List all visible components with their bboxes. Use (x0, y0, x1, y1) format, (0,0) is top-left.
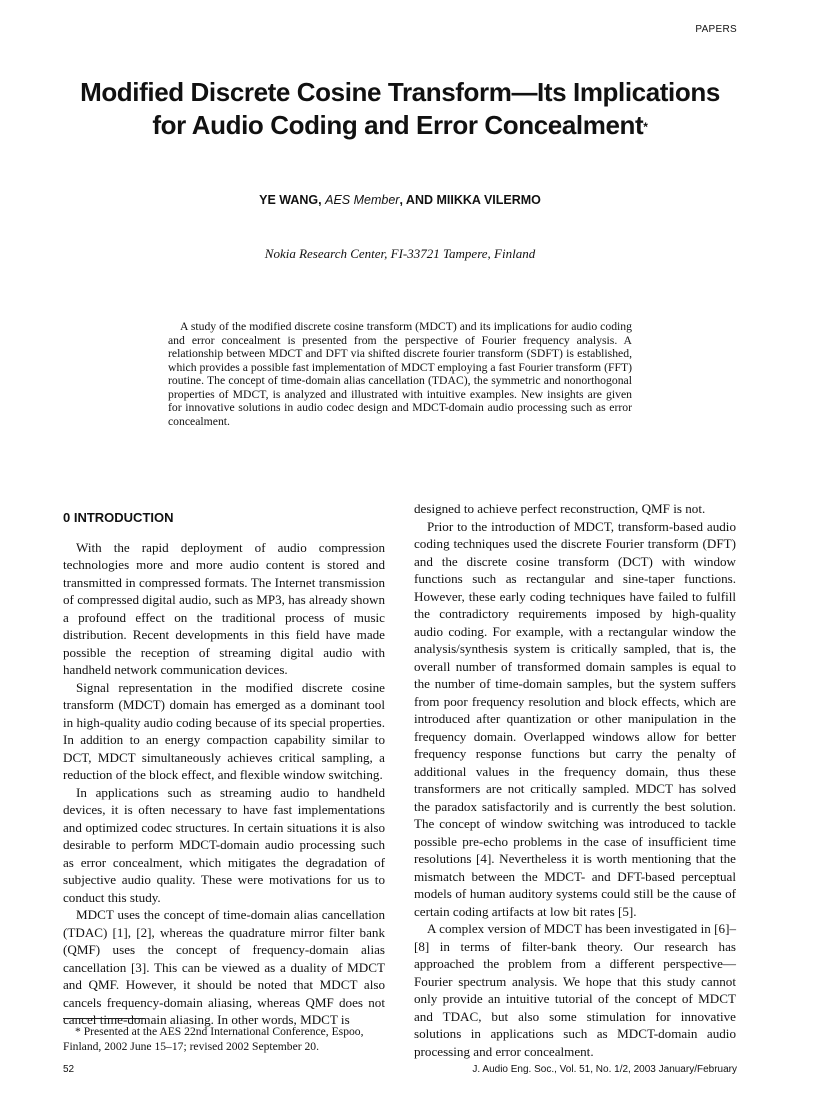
body-column-right (414, 500, 736, 1060)
body-paragraph: Signal representation in the modified discrete cosine transform (MDCT) domain has emerged as a dominant tool in high-quality audio coding because of its special properties. In addition to an energy compaction capability similar to DCT, MDCT simultaneously achieves critical sampling, a reduction of the block effect, and flexible window switching. (63, 679, 385, 782)
body-paragraph: With the rapid deployment of audio compression technologies more and more audio content is stored and transmitted in compressed formats. The Internet transmission of compressed digital audio, such as MP3, has already shown a profound effect on the traditional process of music distribution. Recent developments in this field have made possible the reception of streaming digital audio with handheld network communication devices. (63, 539, 385, 677)
section-heading: 0 INTRODUCTION (63, 510, 174, 525)
title-footnote-mark: * (643, 120, 648, 134)
body-paragraph: In applications such as streaming audio to handheld devices, it is often necessary to have fast implementations and optimized codec structures. In certain situations it is also desirable to perform MDCT-domain audio processing such as error concealment, which mitigates the degradation of subjective audio quality. These were motivations for us to conduct this study. (63, 784, 385, 905)
body-column-left (63, 500, 385, 1029)
journal-citation: J. Audio Eng. Soc., Vol. 51, No. 1/2, 2003 January/February (472, 1064, 737, 1075)
footnote: * Presented at the AES 22nd International Conference, Espoo, Finland, 2002 June 15–17; revised 2002 September 20. (63, 1025, 364, 1053)
title-line-1: Modified Discrete Cosine Transform—Its Implications (80, 77, 720, 107)
footnote-divider (63, 1018, 145, 1019)
author-list (40, 193, 760, 207)
abstract: A study of the modified discrete cosine transform (MDCT) and its implications for audio coding and error concealment is presented from the perspective of Fourier frequency analysis. A relationship between MDCT and DFT via shifted discrete fourier transform (SDFT) is established, which provides a possible fast implementation of MDCT employing a fast Fourier transform (FFT) routine. The concept of time-domain alias cancellation (TDAC), the symmetric and nonorthogonal properties of MDCT, is analyzed and illustrated with intuitive examples. New insights are given for innovative solutions in audio codec design and MDCT-domain audio processing such as error concealment. (168, 320, 632, 428)
body-paragraph: designed to achieve perfect reconstruction, QMF is not. (414, 501, 706, 516)
author-name-rest: , AND MIIKKA VILERMO (399, 193, 541, 207)
body-paragraph: Prior to the introduction of MDCT, transform-based audio coding techniques used the discrete Fourier transform (DFT) and the discrete cosine transform (DCT) with window functions such as rectangular and sine-taper functions. However, these early coding techniques have failed to fulfill the contradictory requirements imposed by high-quality audio coding. For example, with a rectangular window the analysis/synthesis system is critically sampled, that is, the overall number of transformed domain samples is equal to the number of time-domain samples, but the system suffers from poor frequency resolution and block effects, which are introduced after quantization or other manipulation in the frequency domain. Overlapped windows allow for better frequency response functions but carry the penalty of additional values in the frequency domain, thus these transformers are not critically sampled. MDCT has solved the paradox satisfactorily and is currently the best solution. The concept of window switching was introduced to tackle possible pre-echo problems in the case of insufficient time resolutions [4]. Nevertheless it is worth mentioning that the mismatch between the MDCT- and DFT-based perceptual models of human auditory systems could still be the cause of certain coding artifacts at low bit rates [5]. (414, 518, 736, 919)
author-name: YE WANG, (259, 193, 322, 207)
page-number: 52 (63, 1064, 75, 1075)
affiliation: Nokia Research Center, FI-33721 Tampere, Finland (264, 246, 536, 261)
author-membership: AES Member (325, 193, 400, 207)
section-label: PAPERS (695, 24, 737, 35)
title-line-2: for Audio Coding and Error Concealment (152, 110, 644, 140)
body-paragraph: MDCT uses the concept of time-domain alias cancellation (TDAC) [1], [2], whereas the quadrature mirror filter bank (QMF) uses the concept of frequency-domain alias cancellation [3]. This can be viewed as a duality of MDCT and QMF. However, it should be noted that MDCT also cancels frequency-domain aliasing, whereas QMF does not cancel time-domain aliasing. In other words, MDCT is (63, 907, 385, 1027)
paper-title (40, 76, 760, 142)
body-paragraph: A complex version of MDCT has been investigated in [6]–[8] in terms of filter-bank theory. Our research has approached the problem from a different perspective—Fourier spectrum analysis. We hope that this study cannot only provide an intuitive tutorial of the concept of MDCT and TDAC, but also some stimulation for innovative solutions in applications such as MDCT-domain audio processing and error concealment. (414, 921, 736, 1059)
